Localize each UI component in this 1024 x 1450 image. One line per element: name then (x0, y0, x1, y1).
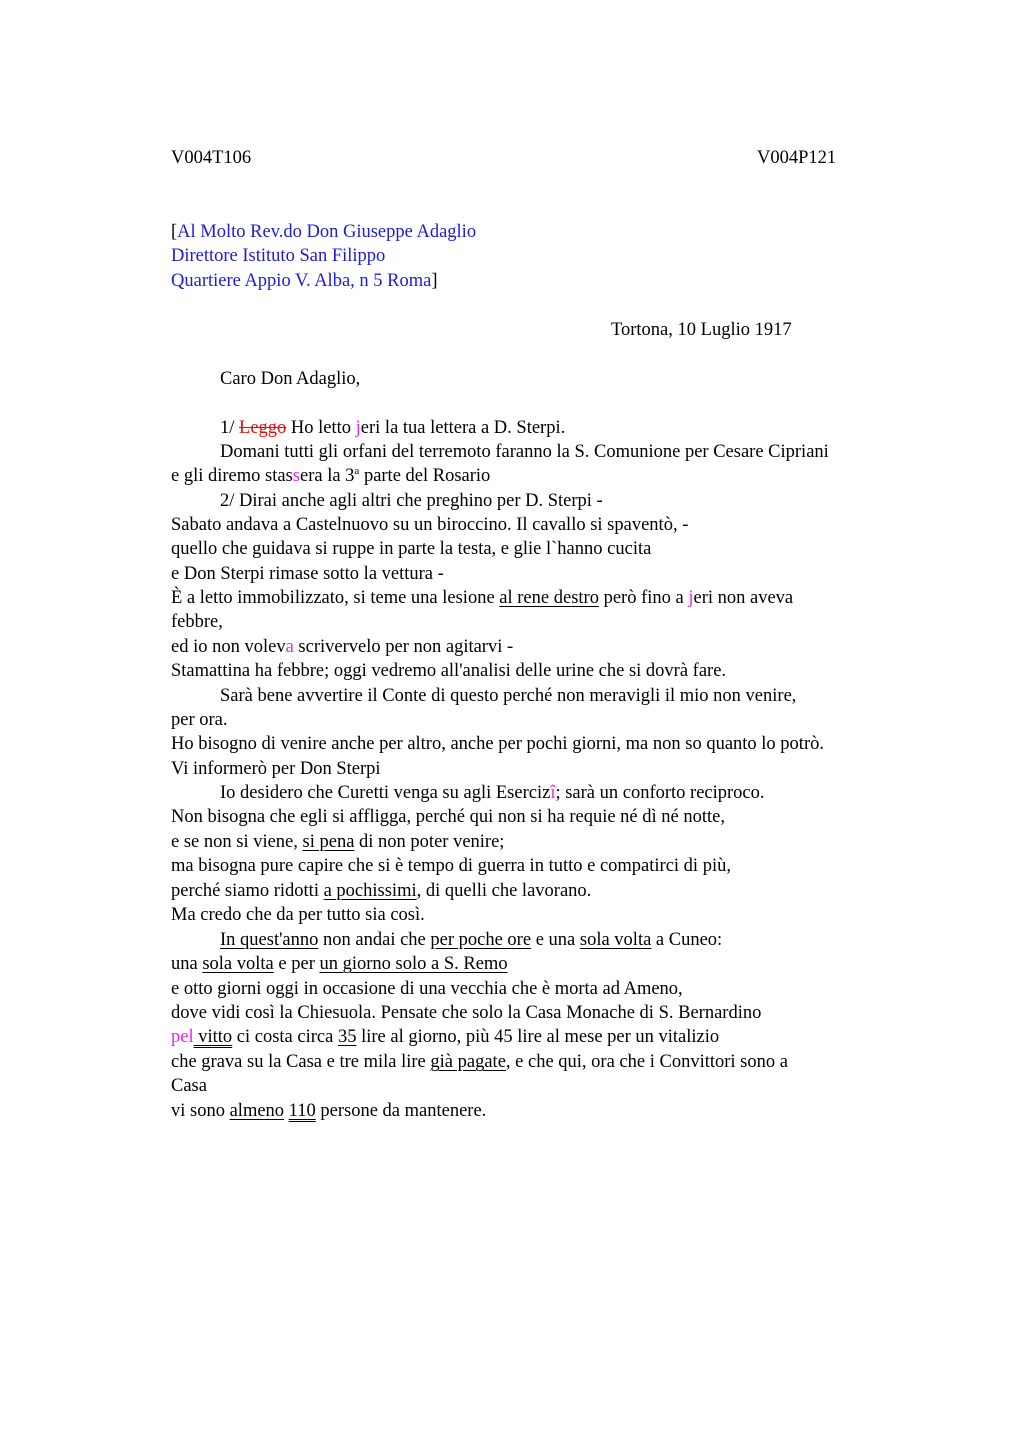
body-line: Ma credo che da per tutto sia così. (171, 905, 425, 925)
body-line: 2/ Dirai anche agli altri che preghino per D. Sterpi - (220, 491, 603, 511)
body-line: che grava su la Casa e tre mila lire già pagate, e che qui, ora che i Convittori sono a (171, 1052, 788, 1072)
body-line: vi sono almeno 110 persone da mantenere. (171, 1101, 487, 1121)
salutation: Caro Don Adaglio, (220, 369, 361, 389)
body-line: dove vidi così la Chiesuola. Pensate che solo la Casa Monache di S. Bernardino (171, 1003, 762, 1023)
body-line: e otto giorni oggi in occasione di una vecchia che è morta ad Ameno, (171, 979, 683, 999)
body-line: per ora. (171, 710, 228, 730)
body-line: perché siamo ridotti a pochissimi, di quelli che lavorano. (171, 881, 592, 901)
body-line: quello che guidava si ruppe in parte la testa, e glie l`hanno cucita (171, 539, 652, 559)
struck-word: Leggo (239, 418, 287, 438)
body-line: Casa (171, 1076, 207, 1096)
body-line: e se non si viene, si pena di non poter venire; (171, 832, 505, 852)
body-line: Stamattina ha febbre; oggi vedremo all'analisi delle urine che si dovrà fare. (171, 661, 727, 681)
document-code-right: V004P121 (757, 148, 837, 168)
body-line: In quest'anno non andai che per poche ore e una sola volta a Cuneo: (220, 930, 723, 950)
body-line: Non bisogna che egli si affligga, perché qui non si ha requie né dì né notte, (171, 807, 725, 827)
body-line: e Don Sterpi rimase sotto la vettura - (171, 564, 444, 584)
body-line: Ho bisogno di venire anche per altro, anche per pochi giorni, ma non so quanto lo potrò. (171, 734, 824, 754)
body-line: Domani tutti gli orfani del terremoto faranno la S. Comunione per Cesare Cipriani (220, 442, 829, 462)
body-line: Io desidero che Curetti venga su agli Esercizî; sarà un conforto reciproco. (220, 783, 765, 803)
body-line: 1/ Leggo Ho letto jeri la tua lettera a D. Sterpi. (220, 418, 566, 438)
document-code-left: V004T106 (171, 148, 252, 168)
body-line: una sola volta e per un giorno solo a S. Remo (171, 954, 508, 974)
address-line-2: Direttore Istituto San Filippo (171, 246, 386, 266)
body-line: ma bisogna pure capire che si è tempo di guerra in tutto e compatirci di più, (171, 856, 731, 876)
body-line: pel vitto ci costa circa 35 lire al giorno, più 45 lire al mese per un vitalizio (171, 1027, 720, 1047)
body-line: È a letto immobilizzato, si teme una lesione al rene destro però fino a jeri non aveva (171, 588, 794, 608)
body-line: e gli diremo stassera la 3$^a$ parte del Rosario (171, 465, 491, 486)
address-line-3: Quartiere Appio V. Alba, n 5 Roma] (171, 271, 438, 291)
body-line: Vi informerò per Don Sterpi (171, 759, 381, 779)
body-line: Sabato andava a Castelnuovo su un biroccino. Il cavallo si spaventò, - (171, 515, 689, 535)
address-line-1: [Al Molto Rev.do Don Giuseppe Adaglio (171, 222, 477, 242)
body-line: ed io non voleva scrivervelo per non agitarvi - (171, 637, 514, 657)
body-line: Sarà bene avvertire il Conte di questo perché non meravigli il mio non venire, (220, 686, 797, 706)
body-line: febbre, (171, 612, 223, 632)
dateline: Tortona, 10 Luglio 1917 (611, 320, 792, 340)
